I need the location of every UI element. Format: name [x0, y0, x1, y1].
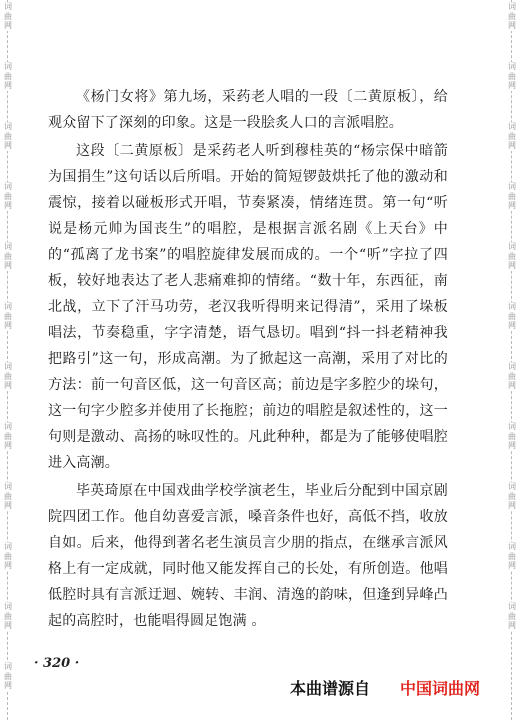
left-watermark-column — [0, 0, 16, 720]
article-body — [48, 84, 448, 634]
watermark-text: 词 曲 网 — [504, 62, 520, 91]
watermark-text: 词 曲 网 — [504, 542, 520, 571]
footer-source-label: 本曲谱源自 — [290, 679, 371, 698]
watermark-text: 词 曲 网 — [504, 302, 520, 331]
watermark-text: 词 曲 网 — [504, 242, 520, 271]
paragraph-analysis: 这段〔二黄原板〕是采药老人听到穆桂英的“杨宗保中暗箭为国捐生”这句话以后所唱。开始的简短锣鼓烘托了他的激动和震惊，接着以碰板形式开唱，节奏紧凑，情绪连贯。第一句“听说是杨元帅为国丧生”的唱腔，是根据言派名剧《上天台》中的“孤离了龙书案”的唱腔旋律发展而成的。一个“听”字拉了四板，较好地表达了老人悲痛难抑的情绪。“数十年，东西征，南北战，立下了汗马功劳，老汉我听得明来记得清”，采用了垛板唱法，节奏稳重，字字清楚，语气恳切。唱到“抖一抖老精神我把路引”这一句，形成高潮。为了掀起这一高潮，采用了对比的方法：前一句音区低，这一句音区高；前边是字多腔少的垛句，这一句字少腔多并使用了长拖腔；前边的唱腔是叙述性的，这一句则是激动、高扬的咏叹性的。凡此种种，都是为了能够使唱腔进入高潮。 — [48, 143, 448, 471]
paragraph-intro: 《杨门女将》第九场，采药老人唱的一段〔二黄原板〕，给观众留下了深刻的印象。这是一段脍炙人口的言派唱腔。 — [48, 89, 448, 131]
watermark-text: 词 曲 网 — [0, 482, 16, 511]
watermark-text: 词 曲 网 — [0, 2, 16, 31]
watermark-text: 词 曲 网 — [0, 302, 16, 331]
watermark-text: 词 曲 网 — [504, 362, 520, 391]
watermark-text: 词 曲 网 — [0, 422, 16, 451]
page-number: · 320 · — [34, 656, 80, 671]
footer-site-name: 中国词曲网 — [400, 679, 481, 698]
watermark-text: 词 曲 网 — [504, 122, 520, 151]
watermark-text: 词 曲 网 — [0, 362, 16, 391]
watermark-text: 词 曲 网 — [0, 542, 16, 571]
watermark-text: 词 曲 网 — [0, 242, 16, 271]
watermark-text: 词 曲 网 — [0, 122, 16, 151]
watermark-text: 词 曲 网 — [0, 662, 16, 691]
watermark-text: 词 曲 网 — [0, 182, 16, 211]
watermark-text: 词 曲 网 — [504, 182, 520, 211]
watermark-text: 词 曲 网 — [504, 422, 520, 451]
watermark-text: 词 曲 网 — [504, 2, 520, 31]
paragraph-biography: 毕英琦原在中国戏曲学校学演老生，毕业后分配到中国京剧院四团工作。他自幼喜爱言派，嗓音条件也好，高低不挡，收放自如。后来，他得到著名老生演员言少朋的指点，在继承言派风格上有一定成就，同时他又能发挥自己的长处，有所创造。他唱低腔时具有言派迂迴、婉转、丰润、清逸的韵味，但逢到异峰凸起的高腔时，也能唱得圆足饱满 。 — [48, 483, 448, 629]
right-watermark-column — [504, 0, 520, 720]
watermark-text: 词 曲 网 — [0, 602, 16, 631]
watermark-text: 词 曲 网 — [504, 602, 520, 631]
watermark-text: 词 曲 网 — [504, 482, 520, 511]
watermark-text: 词 曲 网 — [0, 62, 16, 91]
